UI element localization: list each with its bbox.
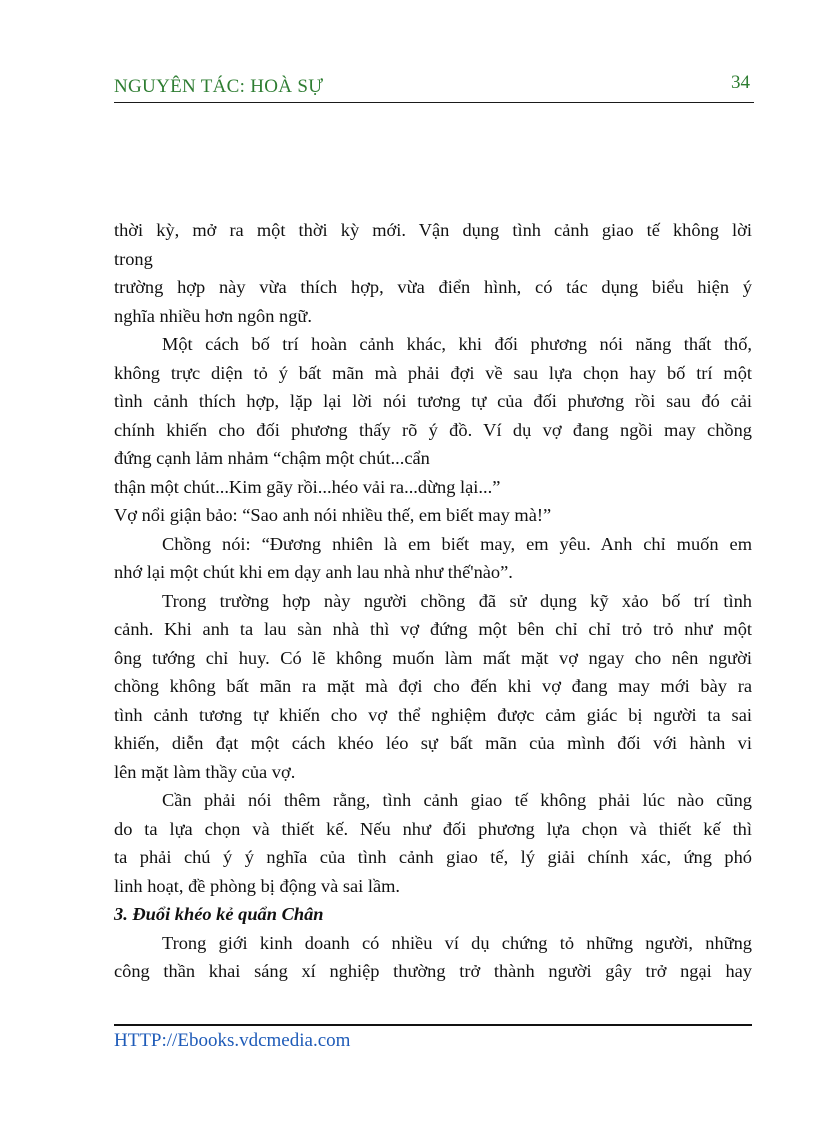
text-line: nhớ lại một chút khi em dạy anh lau nhà như thế'nào”. — [114, 562, 513, 582]
text-line: lên mặt làm thầy của vợ. — [114, 761, 296, 782]
text-line: tình cảnh thích hợp, lặp lại lời nói tương tự của đối phương rồi sau đó cải — [114, 391, 752, 411]
footer-divider — [114, 1024, 752, 1026]
text-line: ta phải chú ý ý nghĩa của tình cảnh giao tế, lý giải chính xác, ứng phó — [114, 847, 752, 867]
text-line: Chồng nói: “Đương nhiên là em biết may, em yêu. Anh chỉ muốn em — [162, 533, 752, 554]
text-line: ông tướng chỉ huy. Có lẽ không muốn làm mất mặt vợ ngay cho nên người — [114, 647, 752, 668]
running-title: NGUYÊN TÁC: HOÀ SỰ — [114, 76, 324, 97]
text-line: linh hoạt, đề phòng bị động và sai lầm. — [114, 875, 401, 896]
footer-link[interactable]: HTTP://Ebooks.vdcmedia.com — [114, 1030, 351, 1051]
text-line: trường hợp này vừa thích hợp, vừa điển hình, có tác dụng biểu hiện ý — [114, 277, 752, 297]
text-line: Vợ nổi giận bảo: “Sao anh nói nhiều thế, em biết may mà!” — [114, 505, 552, 525]
text-line: Trong giới kinh doanh có nhiều ví dụ chứng tỏ những người, những — [162, 932, 752, 953]
text-line: Cần phải nói thêm rằng, tình cảnh giao tế không phải lúc nào cũng — [162, 790, 752, 810]
section-heading: 3. Đuổi khéo kẻ quẩn Chân — [114, 904, 324, 924]
text-line: cảnh. Khi anh ta lau sàn nhà thì vợ đứng một bên chỉ chỉ trỏ trỏ như một — [114, 619, 752, 639]
text-line: công thần khai sáng xí nghiệp thường trở thành người gây trở ngại hay — [114, 961, 752, 981]
text-line: đứng cạnh lảm nhảm “chậm một chút...cẩn — [114, 448, 430, 468]
page-header — [114, 72, 754, 103]
page-number: 34 — [731, 72, 750, 93]
text-line: trong — [114, 248, 153, 269]
text-line: chính khiến cho đối phương thấy rõ ý đồ. Ví dụ vợ đang ngồi may chồng — [114, 419, 752, 440]
text-line: Một cách bố trí hoàn cảnh khác, khi đối phương nói năng thất thố, — [162, 334, 752, 354]
text-line: khiến, diễn đạt một cách khéo léo sự bất mãn của mình đối với hành vi — [114, 733, 752, 753]
text-line: thời kỳ, mở ra một thời kỳ mới. Vận dụng tình cảnh giao tế không lời — [114, 220, 752, 240]
text-line: do ta lựa chọn và thiết kế. Nếu như đối phương lựa chọn và thiết kế thì — [114, 818, 752, 839]
text-line: thận một chút...Kim gãy rồi...héo vải ra...dừng lại...” — [114, 476, 501, 497]
text-line: chồng không bất mãn ra mặt mà đợi cho đến khi vợ đang may mới bày ra — [114, 676, 752, 696]
text-line: tình cảnh tương tự khiến cho vợ thể nghiệm được cảm giác bị người ta sai — [114, 704, 752, 725]
text-line: nghĩa nhiều hơn ngôn ngữ. — [114, 305, 312, 326]
text-line: không trực diện tỏ ý bất mãn mà phải đợi về sau lựa chọn hay bố trí một — [114, 362, 752, 383]
text-line: Trong trường hợp này người chồng đã sử dụng kỹ xảo bố trí tình — [162, 590, 752, 611]
body-text — [114, 216, 752, 986]
